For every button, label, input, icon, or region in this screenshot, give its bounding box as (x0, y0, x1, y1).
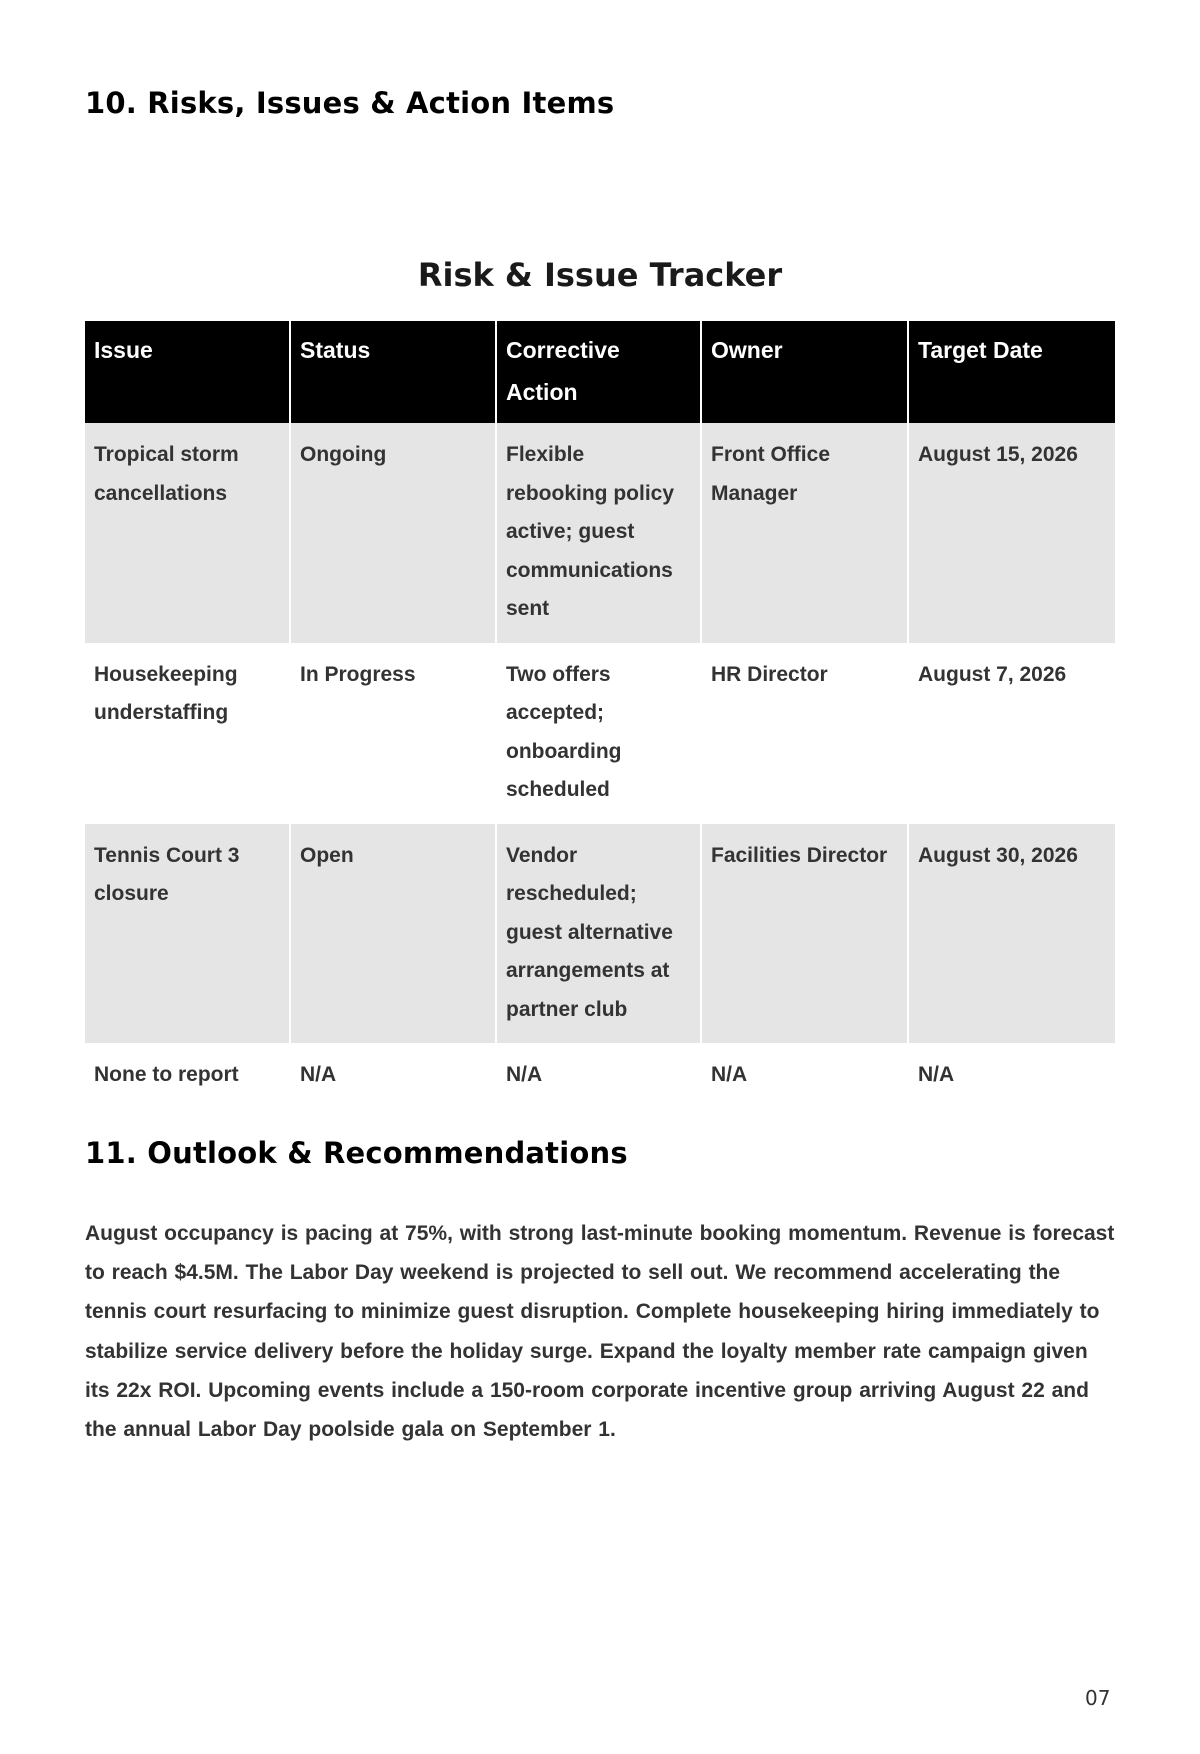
cell-target-date: August 7, 2026 (908, 643, 1115, 824)
cell-owner: HR Director (701, 643, 908, 824)
cell-corrective-action: Vendor rescheduled; guest alternative arrangements at partner club (496, 824, 701, 1044)
column-header-corrective-action: Corrective Action (496, 321, 701, 423)
risk-issue-table (85, 321, 1115, 1109)
table-row (85, 824, 1115, 1044)
table-row (85, 643, 1115, 824)
cell-owner: Facilities Director (701, 824, 908, 1044)
column-header-issue: Issue (85, 321, 290, 423)
cell-target-date: August 15, 2026 (908, 423, 1115, 643)
cell-status: Ongoing (290, 423, 496, 643)
column-header-target-date: Target Date (908, 321, 1115, 423)
outlook-paragraph: August occupancy is pacing at 75%, with strong last-minute booking momentum. Revenue is forecast to reach $4.5M. The Labor Day weekend is projected to sell out. We recommend accelerating the tennis court resurfacing to minimize guest disruption. Complete housekeeping hiring immediately to stabilize service delivery before the holiday surge. Expand the loyalty member rate campaign given its 22x ROI. Upcoming events include a 150-room corporate incentive group arriving August 22 and the annual Labor Day poolside gala on September 1. (85, 1222, 1115, 1442)
cell-target-date: August 30, 2026 (908, 824, 1115, 1044)
cell-issue: Housekeeping understaffing (85, 643, 290, 824)
table-row (85, 1043, 1115, 1109)
cell-owner: Front Office Manager (701, 423, 908, 643)
table-header-row (85, 321, 1115, 423)
table-row (85, 423, 1115, 643)
cell-target-date: N/A (908, 1043, 1115, 1109)
cell-status: In Progress (290, 643, 496, 824)
table-title: Risk & Issue Tracker (417, 256, 783, 294)
section-heading-risks: 10. Risks, Issues & Action Items (85, 86, 615, 120)
cell-issue: Tennis Court 3 closure (85, 824, 290, 1044)
cell-corrective-action: Two offers accepted; onboarding scheduled (496, 643, 701, 824)
column-header-owner: Owner (701, 321, 908, 423)
cell-status: N/A (290, 1043, 496, 1109)
cell-status: Open (290, 824, 496, 1044)
section-heading-outlook: 11. Outlook & Recommendations (85, 1136, 628, 1170)
cell-corrective-action: Flexible rebooking policy active; guest communications sent (496, 423, 701, 643)
cell-issue: Tropical storm cancellations (85, 423, 290, 643)
cell-corrective-action: N/A (496, 1043, 701, 1109)
cell-issue: None to report (85, 1043, 290, 1109)
column-header-status: Status (290, 321, 496, 423)
cell-owner: N/A (701, 1043, 908, 1109)
page-number: 07 (1085, 1686, 1111, 1710)
